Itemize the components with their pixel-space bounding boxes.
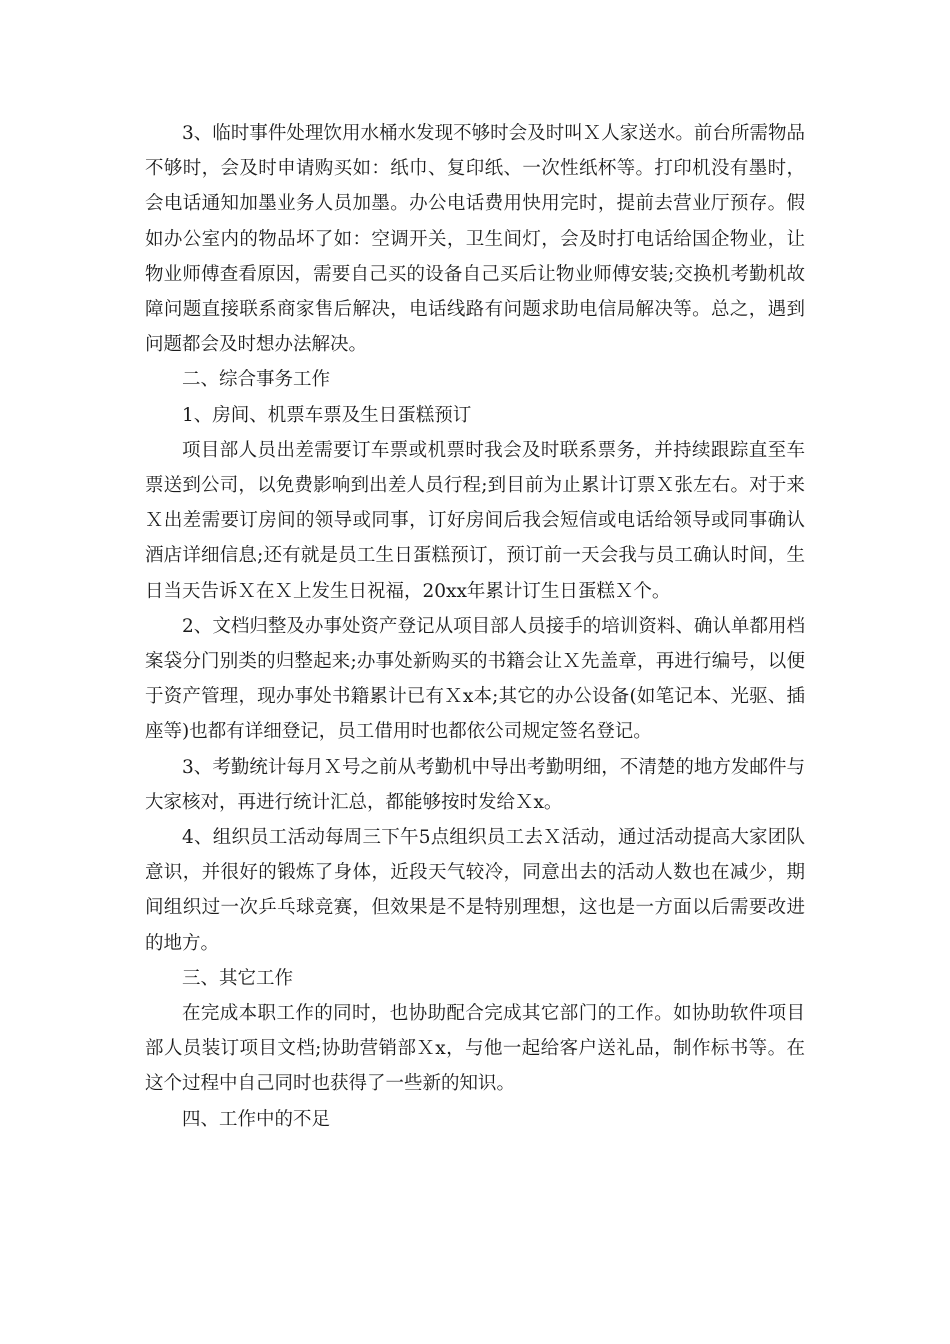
subheading-booking: 1、房间、机票车票及生日蛋糕预订 <box>182 404 472 426</box>
paragraph-other-work: 在完成本职工作的同时，也协助配合完成其它部门的工作。如协助软件项目部人员装订项目文档;协助营销部Ｘx，与他一起给客户送礼品，制作标书等。在这个过程中自己同时也获得了一些新的知识。 <box>145 1003 805 1095</box>
document-page <box>145 116 805 1137</box>
paragraph-temporary-events: 3、临时事件处理饮用水桶水发现不够时会及时叫Ｘ人家送水。前台所需物品不够时，会及时申请购买如：纸巾、复印纸、一次性纸杯等。打印机没有墨时，会电话通知加墨业务人员加墨。办公电话费用快用完时，提前去营业厅预存。假如办公室内的物品坏了如：空调开关，卫生间灯，会及时打电话给国企物业，让物业师傅查看原因，需要自己买的设备自己买后让物业师傅安装;交换机考勤机故障问题直接联系商家售后解决，电话线路有问题求助电信局解决等。总之，遇到问题都会及时想办法解决。 <box>145 123 805 356</box>
paragraph-attendance: 3、考勤统计每月Ｘ号之前从考勤机中导出考勤明细，不清楚的地方发邮件与大家核对，再进行统计汇总，都能够按时发给Ｘx。 <box>145 756 805 813</box>
section-heading-shortcomings: 四、工作中的不足 <box>182 1108 331 1130</box>
paragraph-staff-activities: 4、组织员工活动每周三下午5点组织员工去Ｘ活动，通过活动提高大家团队意识，并很好的锻炼了身体，近段天气较冷，同意出去的活动人数也在减少，期间组织过一次乒乓球竞赛，但效果是不是特别理想，这也是一方面以后需要改进的地方。 <box>145 827 805 954</box>
paragraph-documents-assets: 2、文档归整及办事处资产登记从项目部人员接手的培训资料、确认单都用档案袋分门别类的归整起来;办事处新购买的书籍会让Ｘ先盖章，再进行编号，以便于资产管理，现办事处书籍累计已有Ｘx本;其它的办公设备(如笔记本、光驱、插座等)也都有详细登记，员工借用时也都依公司规定签名登记。 <box>145 615 805 743</box>
paragraph-booking: 项目部人员出差需要订车票或机票时我会及时联系票务，并持续跟踪直至车票送到公司，以免费影响到出差人员行程;到目前为止累计订票Ｘ张左右。对于来Ｘ出差需要订房间的领导或同事，订好房间后我会短信或电话给领导或同事确认酒店详细信息;还有就是员工生日蛋糕预订，预订前一天会我与员工确认时间，生日当天告诉Ｘ在Ｘ上发生日祝福，20xx年累计订生日蛋糕Ｘ个。 <box>145 439 805 602</box>
section-heading-other-work: 三、其它工作 <box>182 967 294 989</box>
section-heading-general-affairs: 二、综合事务工作 <box>182 369 331 391</box>
